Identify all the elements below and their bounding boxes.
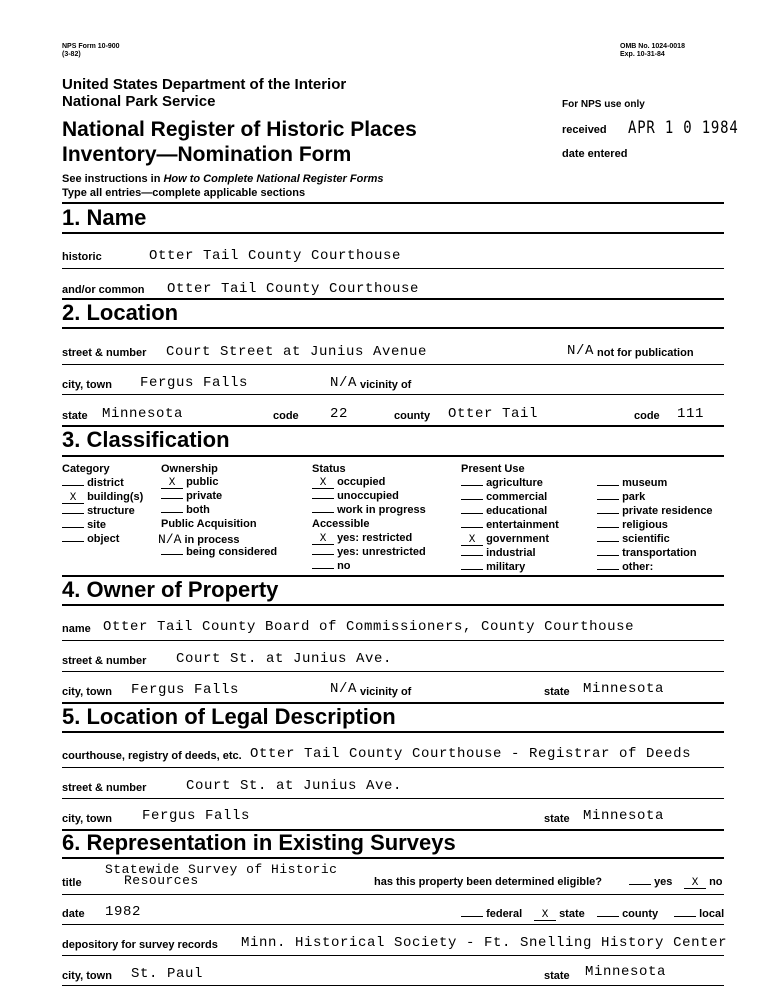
- owner-street-label: street & number: [62, 655, 147, 667]
- status-work-in-progress: work in progress: [312, 504, 426, 516]
- owner-city-value: Fergus Falls: [131, 682, 240, 698]
- survey-date-label: date: [62, 908, 85, 920]
- divider: [62, 767, 724, 768]
- nfp-label: not for publication: [597, 347, 694, 359]
- level-state: X state: [534, 908, 585, 921]
- use-religious: religious: [597, 519, 668, 531]
- level-federal: federal: [461, 908, 522, 920]
- depository-value: Minn. Historical Society - Ft. Snelling History Center: [241, 935, 728, 951]
- county-label: county: [394, 410, 431, 422]
- street-label: street & number: [62, 347, 147, 359]
- divider: [62, 857, 724, 859]
- owner-state-value: Minnesota: [583, 681, 665, 697]
- owner-vicinity-value: N/A: [330, 681, 358, 697]
- use-military: military: [461, 561, 525, 573]
- present-use-heading: Present Use: [461, 463, 525, 475]
- section-4-title: 4. Owner of Property: [62, 577, 279, 602]
- legal-state-value: Minnesota: [583, 808, 665, 824]
- vicinity-label: vicinity of: [360, 379, 412, 391]
- received-label: received: [562, 124, 607, 136]
- ownership-public: X public: [161, 476, 218, 489]
- public-acquisition-heading: Public Acquisition: [161, 518, 257, 530]
- form-date: (3-82): [62, 51, 81, 58]
- category-site: site: [62, 519, 106, 531]
- category-object: object: [62, 533, 119, 545]
- instructions-line1: See instructions in How to Complete National Register Forms: [62, 173, 384, 185]
- legal-state-label: state: [544, 813, 570, 825]
- legal-street-value: Court St. at Junius Ave.: [186, 778, 403, 794]
- section-5-title: 5. Location of Legal Description: [62, 704, 396, 729]
- common-label: and/or common: [62, 284, 145, 296]
- department-name: United States Department of the Interior: [62, 76, 347, 93]
- use-agriculture: agriculture: [461, 477, 543, 489]
- owner-street-value: Court St. at Junius Ave.: [176, 651, 393, 667]
- county-value: Otter Tail: [448, 406, 539, 422]
- code2-value: 111: [677, 406, 705, 422]
- divider: [62, 455, 724, 457]
- use-museum: museum: [597, 477, 667, 489]
- survey-title-value-line2: Resources: [124, 873, 199, 888]
- courthouse-value: Otter Tail County Courthouse - Registrar of Deeds: [250, 746, 692, 762]
- owner-city-label: city, town: [62, 686, 112, 698]
- category-district: district: [62, 477, 124, 489]
- status-occupied: X occupied: [312, 476, 385, 489]
- survey-city-label: city, town: [62, 970, 112, 982]
- vicinity-value: N/A: [330, 375, 358, 391]
- status-heading: Status: [312, 463, 346, 475]
- courthouse-label: courthouse, registry of deeds, etc.: [62, 750, 242, 762]
- category-structure: structure: [62, 505, 135, 517]
- divider: [62, 364, 724, 365]
- category-buildings: X building(s): [62, 491, 143, 504]
- form-title-line1: National Register of Historic Places: [62, 118, 417, 141]
- form-title-line2: Inventory—Nomination Form: [62, 143, 352, 166]
- expiration-date: Exp. 10-31-84: [620, 51, 665, 58]
- level-county: county: [597, 908, 658, 920]
- use-transportation: transportation: [597, 547, 697, 559]
- eligible-no: X no: [684, 876, 723, 889]
- divider: [62, 268, 724, 269]
- use-government: X government: [461, 533, 549, 546]
- section-2-title: 2. Location: [62, 300, 179, 325]
- survey-state-label: state: [544, 970, 570, 982]
- depository-label: depository for survey records: [62, 939, 218, 951]
- accessible-yes-restricted: X yes: restricted: [312, 532, 412, 545]
- section-6-title: 6. Representation in Existing Surveys: [62, 830, 456, 855]
- divider: [62, 731, 724, 733]
- divider: [62, 924, 724, 925]
- state-value: Minnesota: [102, 406, 184, 422]
- code2-label: code: [634, 410, 660, 422]
- nps-use-label: For NPS use only: [562, 99, 645, 110]
- survey-state-value: Minnesota: [585, 964, 667, 980]
- omb-number: OMB No. 1024-0018: [620, 43, 685, 50]
- use-educational: educational: [461, 505, 547, 517]
- divider: [62, 798, 724, 799]
- state-label: state: [62, 410, 88, 422]
- street-value: Court Street at Junius Avenue: [166, 344, 428, 360]
- divider: [62, 894, 724, 895]
- accessible-heading: Accessible: [312, 518, 370, 530]
- owner-name-value: Otter Tail County Board of Commissioners, County Courthouse: [103, 619, 635, 635]
- ownership-both: both: [161, 504, 210, 516]
- use-commercial: commercial: [461, 491, 547, 503]
- accessible-no: no: [312, 560, 351, 572]
- historic-value: Otter Tail County Courthouse: [149, 248, 402, 264]
- divider: [62, 394, 724, 395]
- city-label: city, town: [62, 379, 112, 391]
- category-heading: Category: [62, 463, 110, 475]
- owner-state-label: state: [544, 686, 570, 698]
- instructions-line2: Type all entries—complete applicable sections: [62, 187, 306, 199]
- owner-vicinity-label: vicinity of: [360, 686, 412, 698]
- eligible-yes: yes: [629, 876, 672, 888]
- divider: [62, 955, 724, 956]
- survey-date-value: 1982: [105, 904, 142, 920]
- use-private-residence: private residence: [597, 505, 713, 517]
- divider: [62, 232, 724, 234]
- survey-city-value: St. Paul: [131, 966, 204, 982]
- accessible-yes-unrestricted: yes: unrestricted: [312, 546, 426, 558]
- divider: [62, 985, 724, 986]
- use-industrial: industrial: [461, 547, 536, 559]
- acquisition-in-process: N/A in process: [158, 532, 240, 547]
- survey-title-value-line1: Statewide Survey of Historic: [105, 862, 338, 877]
- code-value: 22: [330, 406, 349, 422]
- use-scientific: scientific: [597, 533, 670, 545]
- divider: [62, 327, 724, 329]
- date-entered-label: date entered: [562, 148, 628, 160]
- section-1-title: 1. Name: [62, 205, 147, 230]
- legal-street-label: street & number: [62, 782, 147, 794]
- nfp-value: N/A: [567, 343, 595, 359]
- divider: [62, 671, 724, 672]
- owner-name-label: name: [62, 623, 91, 635]
- code-label: code: [273, 410, 299, 422]
- city-value: Fergus Falls: [140, 375, 249, 391]
- historic-label: historic: [62, 251, 102, 263]
- legal-city-label: city, town: [62, 813, 112, 825]
- divider: [62, 604, 724, 606]
- ownership-private: private: [161, 490, 222, 502]
- eligible-question: has this property been determined eligible?: [374, 876, 602, 888]
- acquisition-being-considered: being considered: [161, 546, 277, 558]
- legal-city-value: Fergus Falls: [142, 808, 251, 824]
- use-entertainment: entertainment: [461, 519, 559, 531]
- divider: [62, 202, 724, 204]
- section-3-title: 3. Classification: [62, 427, 230, 452]
- ownership-heading: Ownership: [161, 463, 218, 475]
- form-number: NPS Form 10-900: [62, 43, 120, 50]
- use-park: park: [597, 491, 645, 503]
- received-stamp: APR 1 0 1984: [628, 118, 739, 138]
- use-other: other:: [597, 561, 653, 573]
- level-local: local: [674, 908, 724, 920]
- survey-title-label: title: [62, 877, 82, 889]
- status-unoccupied: unoccupied: [312, 490, 399, 502]
- service-name: National Park Service: [62, 93, 216, 110]
- common-value: Otter Tail County Courthouse: [167, 281, 420, 297]
- divider: [62, 640, 724, 641]
